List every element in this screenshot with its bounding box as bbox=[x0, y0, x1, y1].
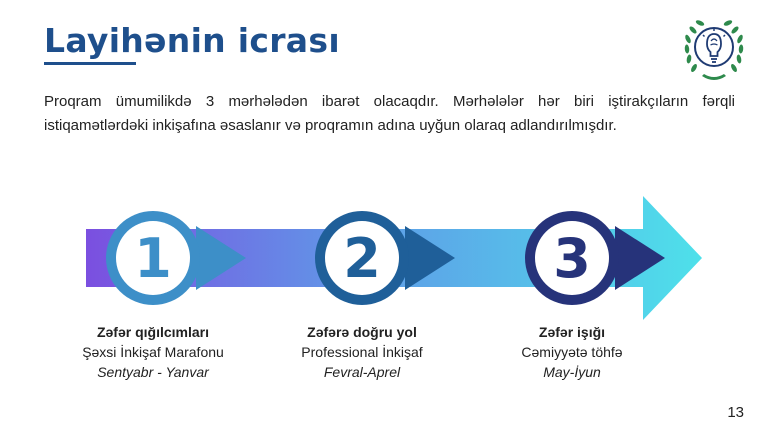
stage-3-subtitle: Cəmiyyətə töhfə bbox=[521, 344, 623, 360]
stage-2-marker bbox=[315, 211, 455, 305]
stage-1-marker bbox=[106, 211, 246, 305]
stage-1-number: 1 bbox=[134, 227, 172, 290]
page-title: Layihənin icrası bbox=[44, 21, 340, 60]
stage-2-caption bbox=[267, 322, 457, 382]
stage-3-period: May-İyun bbox=[543, 364, 601, 380]
stage-3-caption bbox=[477, 322, 667, 382]
stage-2-period: Fevral-Aprel bbox=[323, 364, 401, 380]
stage-1-name: Zəfər qığılcımları bbox=[96, 324, 210, 340]
intro-paragraph: Proqram ümumilikdə 3 mərhələdən ibarət olacaqdır. Mərhələlər hər biri iştirakçıların fərqli istiqamətlərdəki inkişafına əsaslanır və proqramın adına uyğun olaraq adlandırılmışdır. bbox=[44, 93, 735, 134]
page-number: 13 bbox=[727, 404, 744, 421]
stage-3-number: 3 bbox=[553, 227, 591, 290]
stage-3-name: Zəfər işığı bbox=[538, 324, 606, 340]
stage-1-caption bbox=[58, 322, 248, 382]
stage-1-period: Sentyabr - Yanvar bbox=[97, 364, 209, 380]
stage-2-name: Zəfərə doğru yol bbox=[307, 324, 417, 340]
stage-1-subtitle: Şəxsi İnkişaf Marafonu bbox=[82, 344, 224, 360]
stage-2-subtitle: Professional İnkişaf bbox=[301, 344, 423, 360]
stage-2-number: 2 bbox=[343, 227, 381, 290]
